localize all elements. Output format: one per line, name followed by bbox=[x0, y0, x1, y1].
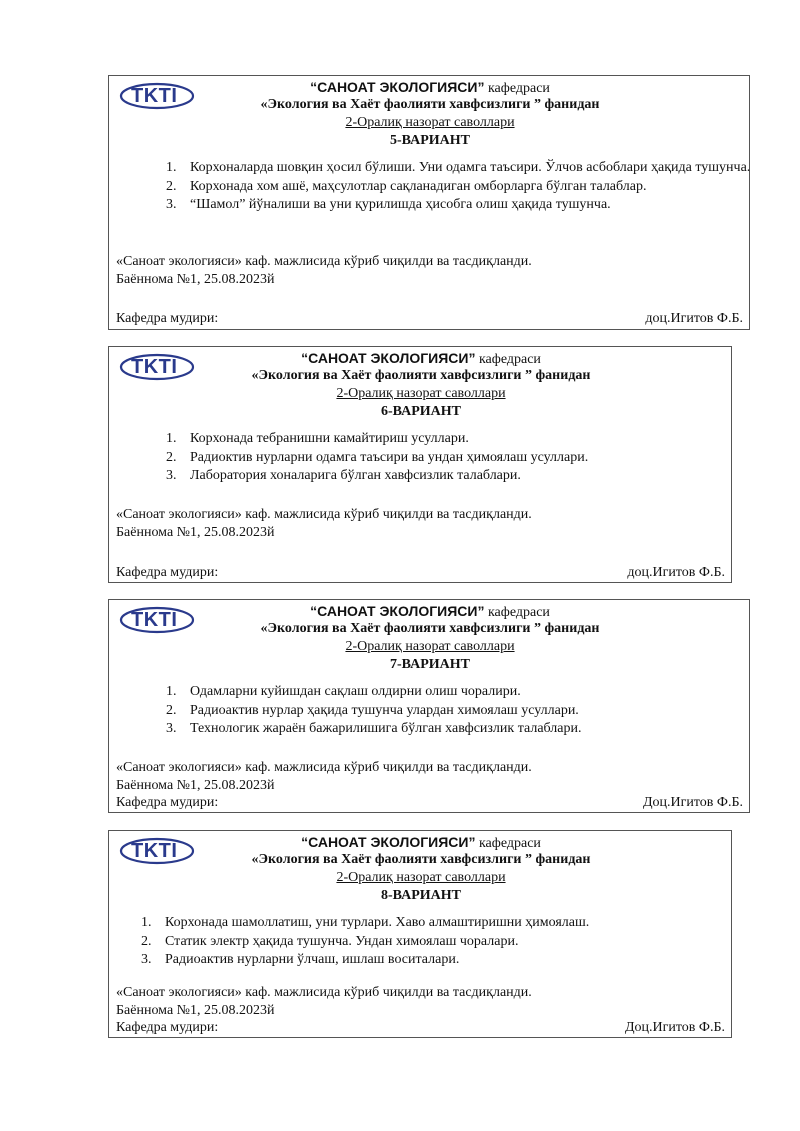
department-line bbox=[109, 602, 751, 622]
head-label: Кафедра мудири: bbox=[116, 311, 219, 326]
department-suffix: кафедраси bbox=[475, 352, 541, 367]
exam-title: 2-Оралиқ назорат саволлари bbox=[336, 870, 506, 885]
exam-title: 2-Оралиқ назорат саволлари bbox=[345, 115, 515, 130]
logo-text: TKTI bbox=[131, 85, 178, 107]
protocol-text: Баённома №1, 25.08.2023й bbox=[116, 272, 275, 287]
department-line bbox=[109, 349, 733, 369]
variant-title: 6-ВАРИАНТ bbox=[380, 404, 461, 419]
department-line bbox=[109, 78, 751, 98]
question-item: 3. Лаборатория хоналарига бўлган хавфсизлик талаблари. bbox=[166, 468, 521, 483]
variant-title: 7-ВАРИАНТ bbox=[389, 657, 470, 672]
head-name: доц.Игитов Ф.Б. bbox=[627, 565, 725, 580]
question-item: 1. Корхоналарда шовқин ҳосил бўлиши. Уни одамга таъсири. Ўлчов асбоблари ҳақида тушунча. bbox=[166, 160, 751, 175]
variant-title: 8-ВАРИАНТ bbox=[380, 888, 461, 903]
question-item: 2. Статик электр ҳақида тушунча. Ундан химоялаш чоралари. bbox=[141, 933, 519, 949]
department-suffix: кафедраси bbox=[475, 836, 541, 851]
subject-line: «Экология ва Хаёт фаолияти хавфсизлиги ” фанидан bbox=[251, 852, 591, 867]
question-list bbox=[141, 914, 721, 970]
protocol-text: Баённома №1, 25.08.2023й bbox=[116, 778, 275, 793]
question-item: 3. Радиоактив нурларни ўлчаш, ишлаш воситалари. bbox=[141, 952, 460, 967]
exam-title: 2-Оралиқ назорат саволлари bbox=[336, 386, 506, 401]
head-label: Кафедра мудири: bbox=[116, 565, 219, 580]
approval-text: «Саноат экологияси» каф. мажлисида кўриб чиқилди ва тасдиқланди. bbox=[116, 760, 532, 775]
question-item: 3. “Шамол” йўналиши ва уни қурилишда ҳисобга олиш ҳақида тушунча. bbox=[166, 197, 611, 212]
head-name: Доц.Игитов Ф.Б. bbox=[624, 1020, 725, 1035]
question-list bbox=[166, 430, 726, 486]
question-item: 1. Корхонада шамоллатиш, уни турлари. Хаво алмаштиришни ҳимоялаш. bbox=[141, 915, 590, 930]
head-label: Кафедра мудири: bbox=[116, 795, 219, 810]
subject-line: «Экология ва Хаёт фаолияти хавфсизлиги ” фанидан bbox=[251, 368, 591, 383]
approval-text: «Саноат экологияси» каф. мажлисида кўриб чиқилди ва тасдиқланди. bbox=[116, 254, 532, 269]
question-list bbox=[166, 683, 736, 739]
logo-text: TKTI bbox=[131, 840, 178, 862]
question-list bbox=[166, 159, 776, 215]
question-item: 3. Технологик жараён бажарилишига бўлган хавфсизлик талаблари. bbox=[166, 721, 582, 736]
logo-text: TKTI bbox=[131, 356, 178, 378]
question-item: 2. Радиоктив нурларни одамга таъсири ва ундан ҳимоялаш усуллари. bbox=[166, 449, 589, 465]
protocol-text: Баённома №1, 25.08.2023й bbox=[116, 1003, 275, 1018]
head-label: Кафедра мудири: bbox=[116, 1020, 219, 1035]
department-suffix: кафедраси bbox=[484, 605, 550, 620]
variant-card-5 bbox=[108, 75, 750, 330]
approval-text: «Саноат экологияси» каф. мажлисида кўриб чиқилди ва тасдиқланди. bbox=[116, 507, 532, 522]
approval-text: «Саноат экологияси» каф. мажлисида кўриб чиқилди ва тасдиқланди. bbox=[116, 985, 532, 1000]
variant-card-7 bbox=[108, 599, 750, 813]
question-item: 1. Одамларни куйишдан сақлаш олдирни олиш чоралири. bbox=[166, 684, 521, 699]
variant-title: 5-ВАРИАНТ bbox=[389, 133, 470, 148]
department-line bbox=[109, 833, 733, 853]
head-name: доц.Игитов Ф.Б. bbox=[645, 311, 743, 326]
variant-card-6 bbox=[108, 346, 732, 583]
department-name: “САНОАТ ЭКОЛОГИЯСИ” bbox=[310, 603, 485, 619]
department-name: “САНОАТ ЭКОЛОГИЯСИ” bbox=[301, 834, 476, 850]
protocol-text: Баённома №1, 25.08.2023й bbox=[116, 525, 275, 540]
question-item: 1. Корхонада тебранишни камайтириш усуллари. bbox=[166, 431, 469, 446]
variant-card-8 bbox=[108, 830, 732, 1038]
department-suffix: кафедраси bbox=[484, 81, 550, 96]
exam-title: 2-Оралиқ назорат саволлари bbox=[345, 639, 515, 654]
subject-line: «Экология ва Хаёт фаолияти хавфсизлиги ” фанидан bbox=[260, 97, 600, 112]
head-name: Доц.Игитов Ф.Б. bbox=[642, 795, 743, 810]
department-name: “САНОАТ ЭКОЛОГИЯСИ” bbox=[301, 350, 476, 366]
subject-line: «Экология ва Хаёт фаолияти хавфсизлиги ” фанидан bbox=[260, 621, 600, 636]
question-item: 2. Корхонада хом ашё, маҳсулотлар сақланадиган омборларга бўлган талаблар. bbox=[166, 178, 647, 194]
logo-text: TKTI bbox=[131, 609, 178, 631]
department-name: “САНОАТ ЭКОЛОГИЯСИ” bbox=[310, 79, 485, 95]
question-item: 2. Радиоактив нурлар ҳақида тушунча улардан химоялаш усуллари. bbox=[166, 702, 579, 718]
